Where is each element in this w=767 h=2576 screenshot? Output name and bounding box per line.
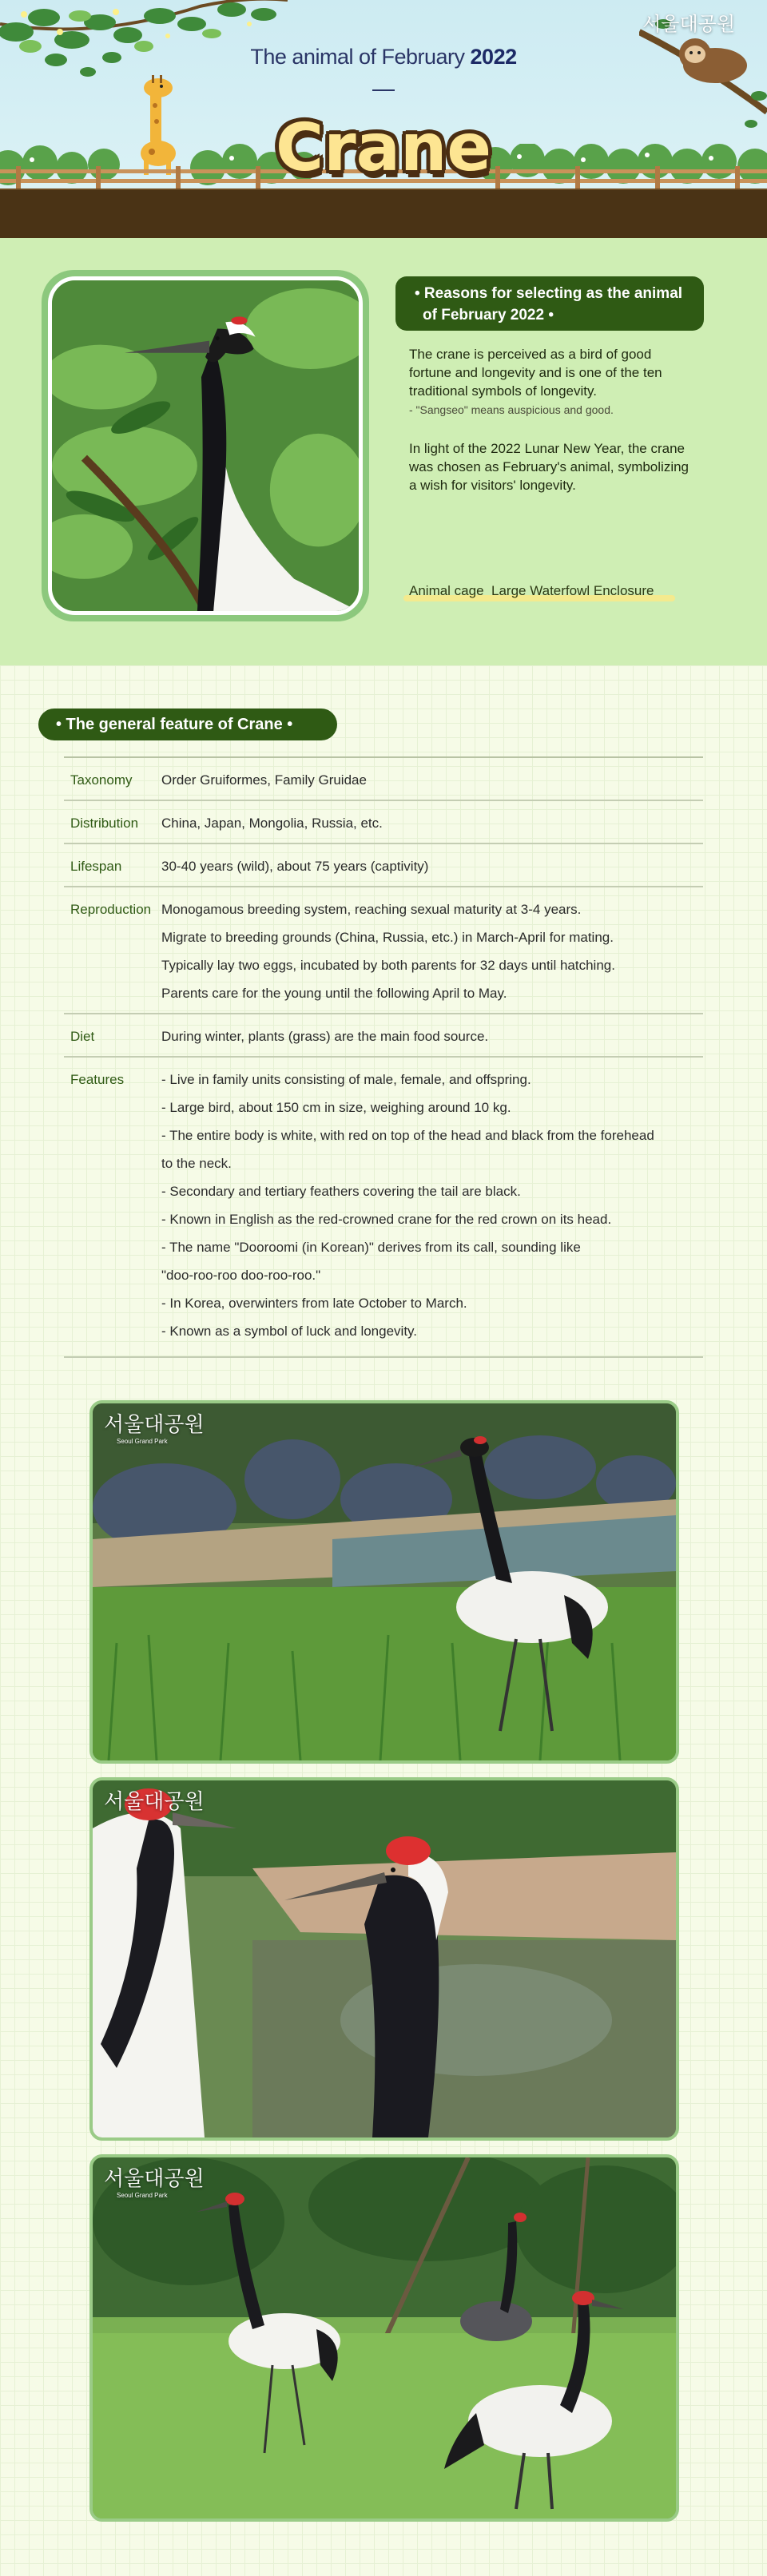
table-row [64, 758, 703, 801]
cage-value: Large Waterfowl Enclosure [491, 583, 654, 598]
row-label: Lifespan [70, 859, 122, 874]
row-label: Distribution [70, 816, 139, 831]
subtitle-divider [372, 89, 395, 91]
features-table [64, 756, 703, 1358]
row-label: Taxonomy [70, 772, 133, 788]
reason-paragraph-2: In light of the 2022 Lunar New Year, the crane was chosen as February's animal, symbolizing a wish for visitors' longevity. [409, 441, 690, 493]
crane-portrait-photo [48, 276, 363, 615]
row-label: Reproduction [70, 902, 152, 917]
row-label: Features [70, 1072, 125, 1087]
row-value: Monogamous breeding system, reaching sexual maturity at 3-4 years. Migrate to breeding grounds (China, Russia, etc.) in March-April for mating. Typically lay two eggs, incubated by both parents for 32 days until hatching. Parents care for the young until the following April to May. [161, 902, 615, 1001]
reason-note: - "Sangseo" means auspicious and good. [409, 403, 614, 416]
row-label: Diet [70, 1029, 95, 1044]
row-value: China, Japan, Mongolia, Russia, etc. [161, 816, 383, 831]
page-subtitle: The animal of February 2022 [250, 45, 517, 69]
row-value: Order Gruiformes, Family Gruidae [161, 772, 367, 788]
row-value: - Live in family units consisting of male, female, and offspring. - Large bird, about 150 cm in size, weighing around 10 kg. - The entire body is white, with red on top of the head and black from the forehead to the neck. - Secondary and tertiary feathers covering the tail are black. - Known in English as the red-crowned crane for the red crown on its head. - The name "Dooroomi (in Korean)" derives from its call, sounding like "doo-roo-roo doo-roo-roo." - In Korea, overwinters from late October to March. - Known as a symbol of luck and longevity. [161, 1072, 654, 1339]
crane-photo-1 [89, 1400, 679, 1764]
table-row [64, 1014, 703, 1058]
table-row [64, 801, 703, 844]
reasons-section [0, 238, 767, 665]
page-title: Crane [276, 110, 491, 186]
crane-photo-2 [89, 1777, 679, 2141]
features-heading-badge: • The general feature of Crane • [38, 708, 337, 740]
table-row [64, 844, 703, 887]
crane-photo-3 [89, 2154, 679, 2522]
header-banner [0, 0, 767, 238]
features-section [0, 665, 767, 2576]
cage-label: Animal cage [409, 583, 484, 598]
crane-portrait-frame [42, 270, 369, 621]
animal-cage-info [409, 583, 654, 599]
row-value: During winter, plants (grass) are the main food source. [161, 1029, 489, 1044]
reasons-heading-badge: • Reasons for selecting as the animal of February 2022 • [395, 276, 704, 331]
park-logo: 서울대공원 Seoul Grand Park [104, 2167, 205, 2199]
reason-paragraph-1: The crane is perceived as a bird of good fortune and longevity and is one of the ten traditional symbols of longevity. [409, 347, 662, 399]
ground-strip [0, 190, 767, 238]
table-row [64, 1058, 703, 1358]
corner-logo: 서울대공원 [642, 13, 735, 35]
row-value: 30-40 years (wild), about 75 years (captivity) [161, 859, 429, 874]
park-logo: 서울대공원 [104, 1790, 205, 1814]
table-row [64, 887, 703, 1014]
park-logo: 서울대공원 Seoul Grand Park [104, 1413, 205, 1445]
